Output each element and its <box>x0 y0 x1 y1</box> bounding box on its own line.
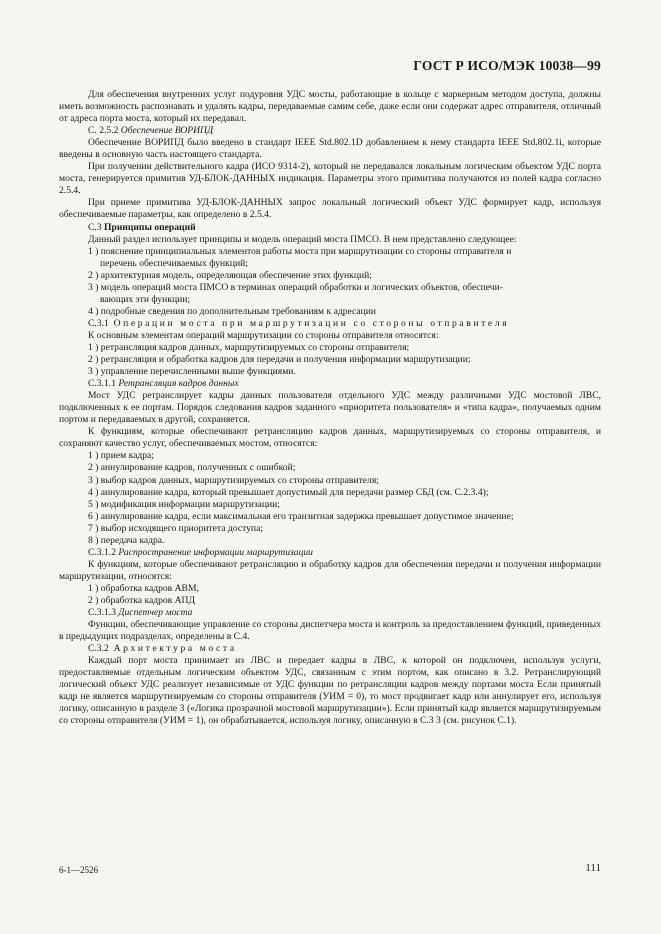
list-item-continuation: вающих эти функции; <box>100 293 191 305</box>
list-item: 5 ) модификация информации маршрутизации; <box>88 498 280 510</box>
list-item: 1 ) пояснение принципиальных элементов работы моста при маршрутизации со стороны отправителя и <box>88 245 512 257</box>
list-item: 2 ) архитектурная модель, определяющая обеспечение этих функций; <box>88 269 372 281</box>
paragraph: Обеспечение ВОРИПД было введено в стандарт IEEE Std.802.1D добавлением к нему стандарта IEEE Std.802.1i, которые введены в основную часть настоящего стандарта. <box>59 137 601 161</box>
list-item: 4 ) подробные сведения по дополнительным требованиям к адресации <box>88 305 377 317</box>
paragraph: Каждый порт моста принимает из ЛВС и передает кадры в ЛВС, к которой он подключен, используя услуги, предоставляемые отдельным логическим объектом УДС, связанным с этим портом, как описано в 3.2. Ретранслирующий логический объект УДС реализует независимые от УДС функции по ретрансляции кадров между портами моста Если принятый кадр не является маршрутизируемым со стороны отправителя (УИМ = 0), то мост продвигает кадр или аннулирует его, используя логику, описанную в разделе 3 («Логика прозрачной мостовой маршрутизации»). Если принятый кадр является маршрутизируемым со стороны отправителя (УИМ = 1), он обрабатывается, используя логику, описанную в С.3 3 (см. рисунок С.1). <box>59 655 601 727</box>
section-heading-c311: С.3.1.1 Ретрансляция кадров данных <box>88 378 239 390</box>
paragraph: Для обеспечения внутренних услуг подуровня УДС мосты, работающие в кольце с маркерным методом доступа, должны иметь возможность распознавать и удалять кадры, передаваемые самим себе, даже если они содержат адрес отправителя, отличный от адреса порта моста, который их передавал. <box>59 89 601 125</box>
list-item: 2 ) обработка кадров АПД <box>88 594 196 606</box>
section-heading-c31: С.3.1 Операции моста при маршрутизации со стороны отправителя <box>88 317 510 329</box>
list-item-continuation: перечень обеспечиваемых функций; <box>100 257 248 269</box>
list-item: 1 ) обработка кадров АВМ, <box>88 582 199 594</box>
list-item: 3 ) выбор кадров данных, маршрутизируемых со стороны отправителя; <box>88 474 379 486</box>
list-item: 7 ) выбор исходящего приоритета доступа; <box>88 522 263 534</box>
paragraph: Функции, обеспечивающие управление со стороны диспетчера моста и контроль за предоставлением функций, приведенных в предыдущих подразделах, определены в С.4. <box>59 619 601 643</box>
document-header: ГОСТ Р ИСО/МЭК 10038—99 <box>413 58 601 73</box>
section-heading-c313: С.3.1.3 Диспетчер моста <box>88 607 193 619</box>
list-item: 4 ) аннулирование кадра, который превышает допустимый для передачи размер СБД (см. С.2.3.4); <box>88 486 489 498</box>
list-item: 3 ) управление перечисленными выше функциями. <box>88 366 296 378</box>
paragraph: При получении действительного кадра (ИСО 9314-2), который не передавался локальным логическим объектом УДС порта моста, генерируется примитив УД-БЛОК-ДАННЫХ индикация. Параметры этого примитива получаются из полей кадра согласно 2.5.4. <box>59 161 601 197</box>
list-item: 3 ) модель операций моста ПМСО в терминах операций обработки и логических объектов, обеспечи- <box>88 281 503 293</box>
section-heading-c312: С.3.1.2 Распространение информации маршрутизации <box>88 546 313 558</box>
page-number: 111 <box>585 862 601 874</box>
list-item: 2 ) ретрансляция и обработка кадров для передачи и получения информации маршрутизации; <box>88 354 471 366</box>
list-item: 2 ) аннулирование кадров, полученных с ошибкой; <box>88 462 296 474</box>
list-item: 8 ) передача кадра. <box>88 534 165 546</box>
print-code: 6-1—2526 <box>59 865 98 875</box>
section-heading-c3: С.3 Принципы операций <box>88 221 196 233</box>
paragraph: При приеме примитива УД-БЛОК-ДАННЫХ запрос локальный логический объект УДС формирует кадр, используя обеспечиваемые параметры, как определено в 2.5.4. <box>59 197 601 221</box>
list-item: 1 ) ретрансляция кадров данных, маршрутизируемых со стороны отправителя; <box>88 341 410 353</box>
list-item: 6 ) аннулирование кадра, если максимальная его транзитная задержка превышает допустимое значение; <box>88 510 514 522</box>
paragraph: К основным элементам операций маршрутизации со стороны отправителя относятся: <box>88 329 439 341</box>
list-item: 1 ) прием кадра; <box>88 450 154 462</box>
paragraph: Данный раздел использует принципы и модель операций моста ПМСО. В нем представлено следующее: <box>88 233 517 245</box>
section-heading-c252: С. 2.5.2 Обеспечение ВОРИПД <box>88 125 214 137</box>
paragraph: К функциям, которые обеспечивают ретрансляцию и обработку кадров для обеспечения передачи и получения информации маршрутизации, относятся: <box>59 558 601 582</box>
section-heading-c32: С.3.2 Архитектура моста <box>88 643 237 655</box>
document-body <box>59 89 601 727</box>
paragraph: К функциям, которые обеспечивают ретрансляцию кадров данных, маршрутизируемых со стороны отправителя, и сохраняют качество услуг, обеспечиваемых мостом, относятся: <box>59 426 601 450</box>
paragraph: Мост УДС ретранслирует кадры данных пользователя отдельного УДС между различными УДС мостовой ЛВС, подключенных к ее портам. Порядок следования кадров заданного «приоритета пользователя» и «типа кадра», получаемых одним портом и передаваемых в другой, сохраняется. <box>59 390 601 426</box>
